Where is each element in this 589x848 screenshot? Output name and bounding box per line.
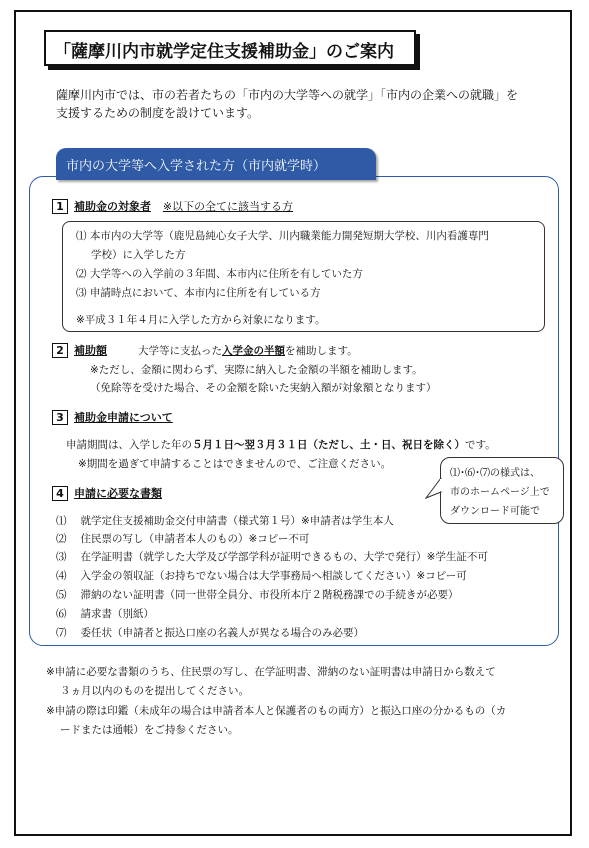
tab-label: 市内の大学等へ入学された方（市内就学時）	[66, 159, 327, 174]
eligibility-item-1: ⑴ 本市内の大学等（鹿児島純心女子大学、川内職業能力開発短期大学校、川内看護専門	[76, 230, 489, 242]
document-item	[56, 606, 154, 621]
document-item	[56, 549, 488, 564]
document-item-text: 在学証明書（就学した大学及び学部学科が証明できるもの、大学で発行）※学生証不可	[80, 551, 488, 563]
footer-note-1-cont: ３ヵ月以内のものを提出してください。	[60, 685, 249, 697]
document-item	[56, 625, 364, 640]
footer-note-2: ※申請の際は印鑑（未成年の場合は申請者本人と保護者のもの両方）と振込口座の分かるもの（カ	[46, 705, 507, 717]
footer-note-1: ※申請に必要な書類のうち、住民票の写し、在学証明書、滞納のない証明書は申請日から数えて	[46, 666, 496, 678]
document-item-text: 請求書（別紙）	[80, 608, 154, 620]
section-2-heading	[52, 342, 121, 358]
section-2-title: 補助額	[74, 344, 107, 357]
eligibility-item-1-cont: 学校）に入学した方	[91, 249, 186, 261]
title-box	[44, 30, 416, 66]
intro-line-2: 支援するための制度を設けています。	[56, 106, 260, 120]
document-item	[56, 568, 467, 583]
period-bold: ５月１日～翌３月３１日（ただし、土・日、祝日を除く）	[192, 439, 465, 451]
eligibility-footnote: ※平成３１年４月に入学した方から対象になります。	[76, 314, 326, 326]
document-item	[56, 531, 309, 546]
subsidy-note-1: ※ただし、金額に関わらず、実際に納入した金額の半額を補助します。	[90, 364, 423, 376]
document-item	[56, 587, 459, 602]
section-3-title: 補助金申請について	[74, 411, 173, 424]
intro-line-1: 薩摩川内市では、市の若者たちの「市内の大学等への就学」「市内の企業への就職」を	[56, 88, 519, 102]
subsidy-text-post: を補助します。	[285, 345, 358, 357]
subsidy-amount-text	[138, 343, 358, 358]
document-item-number: ⑹	[56, 608, 67, 620]
document-item-text: 委任状（申請者と振込口座の名義人が異なる場合のみ必要）	[80, 627, 364, 639]
section-3-number: 3	[52, 410, 68, 425]
document-item-number: ⑸	[56, 589, 67, 601]
application-period	[66, 437, 496, 452]
callout-pointer	[425, 478, 447, 500]
section-tab	[56, 148, 376, 180]
section-4-number: 4	[52, 486, 68, 501]
section-4-heading	[52, 485, 176, 501]
document-item-number: ⑵	[56, 533, 67, 545]
document-item	[56, 513, 394, 528]
document-item-number: ⑷	[56, 570, 67, 582]
section-4-title: 申請に必要な書類	[74, 487, 162, 500]
section-1-heading	[52, 198, 293, 214]
period-pre: 申請期間は、入学した年の	[66, 439, 192, 451]
subsidy-note-2: （免除等を受けた場合、その金額を除いた実納入額が対象額となります）	[90, 382, 437, 394]
period-post: です。	[465, 439, 496, 451]
document-item-number: ⑺	[56, 627, 67, 639]
callout-line-2: 市のホームページ上で	[450, 487, 550, 498]
page-title: 「薩摩川内市就学定住支援補助金」のご案内	[54, 42, 394, 62]
callout-line-3: ダウンロード可能で	[450, 506, 540, 517]
document-item-text: 住民票の写し（申請者本人のもの）※コピー不可	[80, 533, 310, 545]
section-1-note: ※以下の全てに該当する方	[162, 200, 294, 213]
subsidy-text-pre: 大学等に支払った	[138, 345, 222, 357]
eligibility-item-3: ⑶ 申請時点において、本市内に住所を有している方	[76, 287, 321, 299]
subsidy-text-bold: 入学金の半額	[222, 345, 285, 357]
section-1-number: 1	[52, 199, 68, 214]
period-note: ※期間を過ぎて申請することはできませんので、ご注意ください。	[78, 458, 392, 470]
eligibility-item-2: ⑵ 大学等への入学前の３年間、本市内に住所を有していた方	[76, 268, 363, 280]
footer-note-2-cont: ードまたは通帳）をご持参ください。	[60, 724, 239, 736]
document-item-text: 入学金の領収証（お持ちでない場合は大学事務局へ相談してください）※コピー可	[80, 570, 467, 582]
document-item-text: 就学定住支援補助金交付申請書（様式第１号）※申請者は学生本人	[80, 515, 394, 527]
download-callout	[440, 457, 564, 524]
document-item-number: ⑶	[56, 551, 67, 563]
section-2-number: 2	[52, 343, 68, 358]
section-1-title: 補助金の対象者	[74, 200, 151, 213]
section-3-heading	[52, 409, 187, 425]
document-item-text: 滞納のない証明書（同一世帯全員分、市役所本庁２階税務課での手続きが必要）	[80, 589, 459, 601]
callout-line-1: ⑴･⑹･⑺の様式は、	[450, 468, 540, 479]
document-item-number: ⑴	[56, 515, 67, 527]
